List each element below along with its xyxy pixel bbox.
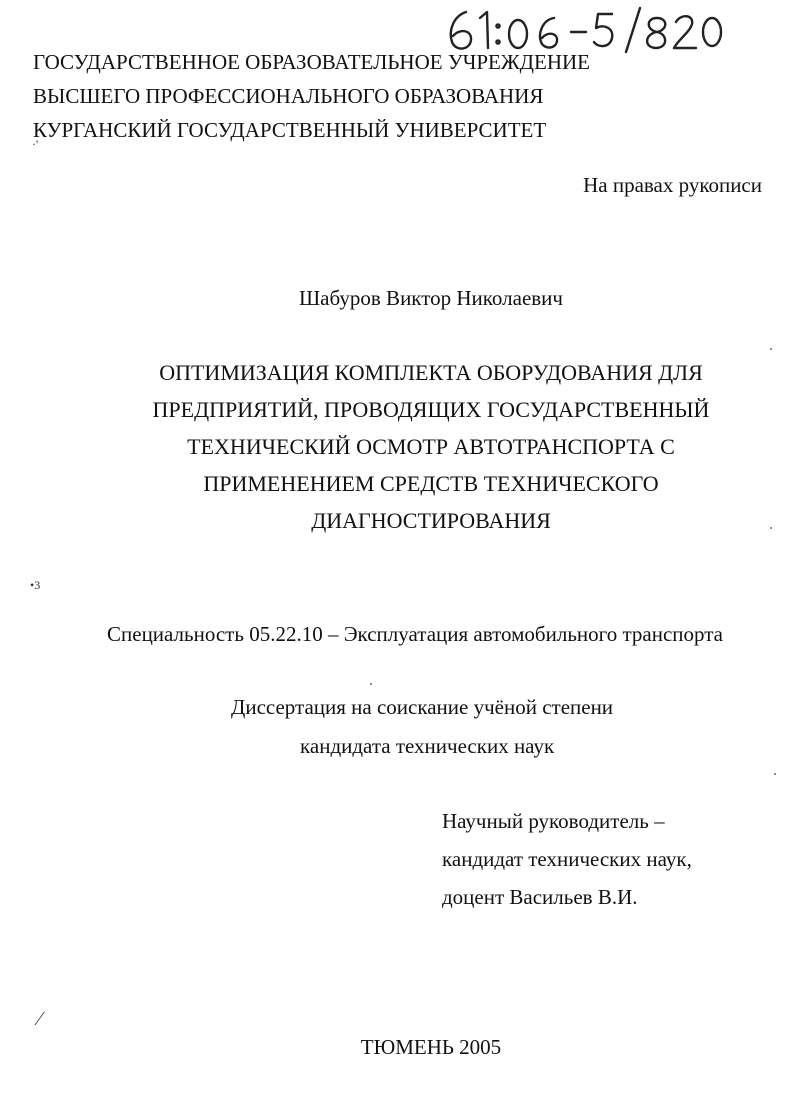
thesis-title-line-2: ПРЕДПРИЯТИЙ, ПРОВОДЯЩИХ ГОСУДАРСТВЕННЫЙ — [152, 397, 710, 422]
rights-note: На правах рукописи — [583, 173, 762, 197]
city-year: ТЮМЕНЬ 2005 — [360, 1035, 502, 1059]
scan-mark-middle: •3 — [30, 578, 41, 592]
scan-dot — [370, 683, 372, 685]
thesis-title-line-5: ДИАГНОСТИРОВАНИЯ — [311, 508, 551, 533]
thesis-title-line-3: ТЕХНИЧЕСКИЙ ОСМОТР АВТОТРАНСПОРТА С — [187, 434, 675, 459]
thesis-title — [95, 354, 767, 539]
supervisor-line-2: кандидат технических наук, — [442, 847, 692, 871]
supervisor-line-3: доцент Васильев В.И. — [442, 885, 638, 909]
institution-line-1: ГОСУДАРСТВЕННОЕ ОБРАЗОВАТЕЛЬНОЕ УЧРЕЖДЕНИЕ — [33, 50, 590, 74]
dissertation-line-2: кандидата технических наук — [300, 734, 555, 758]
scan-dot — [774, 773, 776, 775]
thesis-title-line-4: ПРИМЕНЕНИЕМ СРЕДСТВ ТЕХНИЧЕСКОГО — [203, 471, 659, 496]
institution-line-3: КУРГАНСКИЙ ГОСУДАРСТВЕННЫЙ УНИВЕРСИТЕТ — [33, 118, 547, 142]
scan-mark-bottom: ∕ — [38, 1008, 42, 1030]
handwritten-archive-number — [440, 4, 730, 54]
supervisor-line-1: Научный руководитель – — [442, 809, 665, 833]
author-name: Шабуров Виктор Николаевич — [299, 286, 563, 310]
thesis-title-line-1: ОПТИМИЗАЦИЯ КОМПЛЕКТА ОБОРУДОВАНИЯ ДЛЯ — [159, 360, 703, 385]
scan-dot — [770, 527, 772, 529]
handwritten-number-drawing — [440, 4, 730, 54]
scan-mark-top: ·' — [32, 137, 39, 151]
scan-dot — [770, 348, 772, 350]
specialty-line: Специальность 05.22.10 – Эксплуатация автомобильного транспорта — [107, 622, 724, 646]
dissertation-line-1: Диссертация на соискание учёной степени — [231, 695, 614, 719]
institution-line-2: ВЫСШЕГО ПРОФЕССИОНАЛЬНОГО ОБРАЗОВАНИЯ — [33, 84, 544, 108]
